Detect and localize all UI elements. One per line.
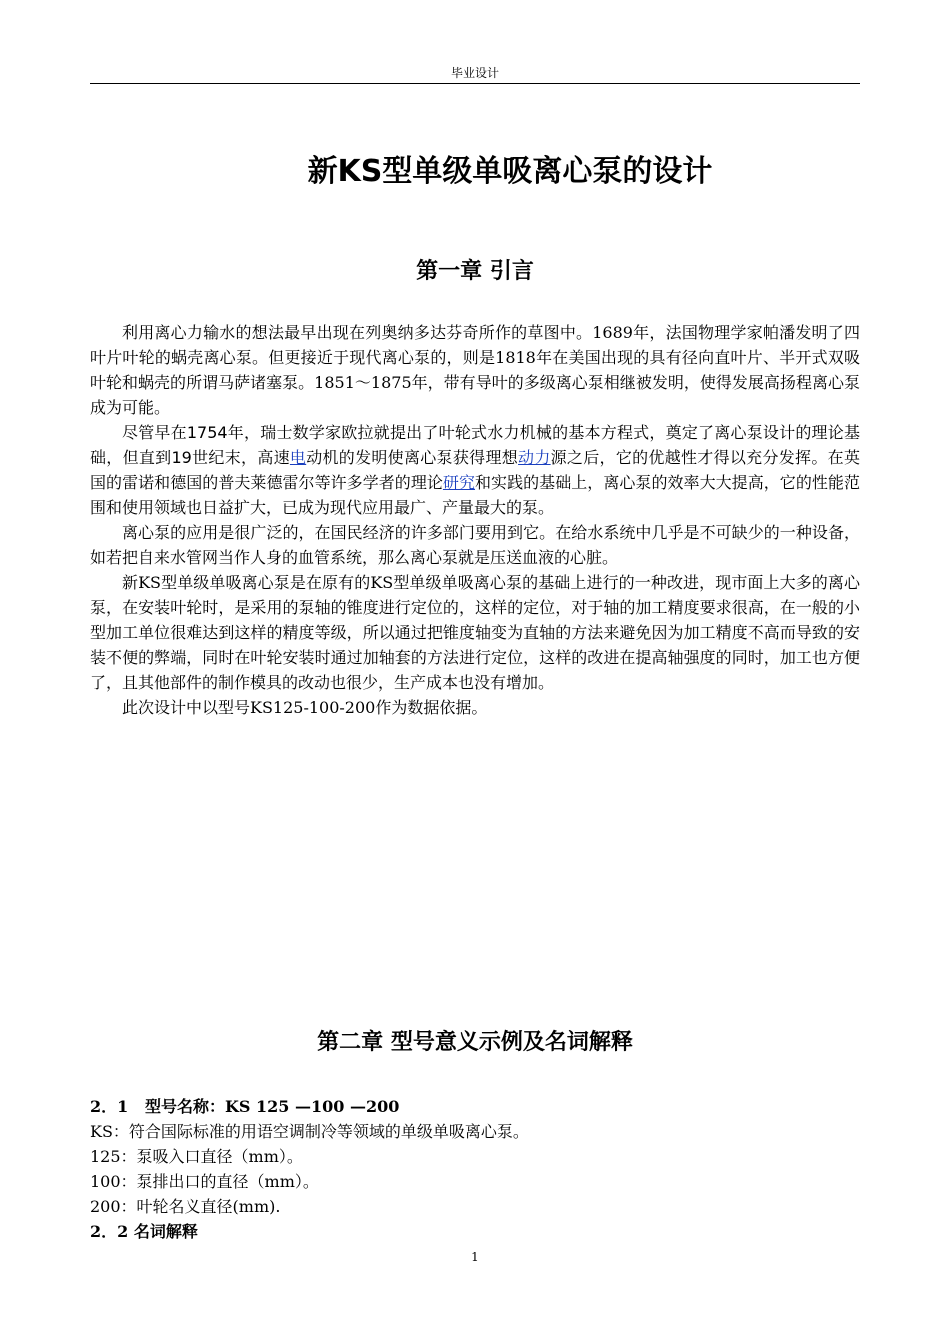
paragraph-euler: [90, 420, 860, 520]
link-power[interactable]: 动力: [518, 448, 551, 467]
section-number: 2．1: [90, 1097, 129, 1116]
text-segment: 源之后，它的优越性才得以充分发挥。在英国的雷诺和德国的普夫莱德雷尔等许多学者的理论: [90, 448, 860, 492]
section-2-2-heading: [90, 1219, 860, 1244]
paragraph-improvement: 新KS型单级单吸离心泵是在原有的KS型单级单吸离心泵的基础上进行的一种改进，现市面上大多的离心泵，在安装叶轮时，是采用的泵轴的锥度进行定位的，这样的定位，对于轴的加工精度要求很高，在一般的小型加工单位很难达到这样的精度等级，所以通过把锥度轴变为直轴的方法来避免因为加工精度不高而导致的安装不便的弊端，同时在叶轮安装时通过加轴套的方法进行定位，这样的改进在提高轴强度的同时，加工也方便了，且其他部件的制作模具的改动也很少，生产成本也没有增加。: [90, 573, 860, 692]
section-heading-text: 型号名称：KS 125 —100 —200: [145, 1097, 400, 1116]
paragraph-application: 离心泵的应用是很广泛的，在国民经济的许多部门要用到它。在给水系统中几乎是不可缺少的一种设备，如若把自来水管网当作人身的血管系统，那么离心泵就是压送血液的心脏。: [90, 523, 860, 567]
definition-line: 125：泵吸入口直径（mm）。: [90, 1147, 303, 1166]
chapter-2-body: [90, 1094, 860, 1244]
header-divider: [90, 83, 860, 84]
page-header: 毕业设计: [450, 66, 499, 80]
definition-line: 200：叶轮名义直径(mm).: [90, 1197, 281, 1216]
link-research[interactable]: 研究: [442, 473, 476, 492]
chapter-1-body: [90, 320, 860, 720]
paragraph-history: 利用离心力输水的想法最早出现在列奥纳多达芬奇所作的草图中。1689年，法国物理学家帕潘发明了四叶片叶轮的蜗壳离心泵。但更接近于现代离心泵的，则是1818年在美国出现的具有径向直叶片、半开式双吸叶轮和蜗壳的所谓马萨诸塞泵。1851～1875年，带有导叶的多级离心泵相继被发明，使得发展高扬程离心泵成为可能。: [90, 323, 860, 417]
chapter-2-title: 第二章 型号意义示例及名词解释: [317, 1030, 633, 1055]
text-segment: 世纪末，高速: [191, 448, 290, 467]
page-number: 1: [471, 1250, 479, 1264]
definition-line: 100：泵排出口的直径（mm）。: [90, 1172, 319, 1191]
text-segment: 动机的发明使离心泵获得理想: [306, 448, 519, 467]
definition-line: KS：符合国际标准的用语空调制冷等领域的单级单吸离心泵。: [90, 1122, 529, 1141]
section-heading-text: 名词解释: [133, 1222, 198, 1241]
year-number: 1754: [186, 423, 228, 442]
century-number: 19: [171, 448, 192, 467]
link-electric[interactable]: 电: [289, 448, 307, 467]
paragraph-model-basis: 此次设计中以型号KS125-100-200作为数据依据。: [122, 698, 488, 717]
document-title: 新KS型单级单吸离心泵的设计: [307, 154, 713, 189]
text-segment: 年，瑞士数学家欧拉就提出了叶轮式水力机械的基本方程式，奠定了离心泵设计的理论基础，但直到: [90, 423, 860, 467]
section-2-1-heading: [90, 1094, 860, 1119]
section-number: 2．2: [90, 1222, 129, 1241]
text-segment: 尽管早在: [122, 423, 187, 442]
chapter-1-title: 第一章 引言: [416, 259, 534, 284]
text-segment: 和实践的基础上，离心泵的效率大大提高，它的性能范围和使用领域也日益扩大，已成为现代应用最广、产量最大的泵。: [90, 473, 860, 517]
